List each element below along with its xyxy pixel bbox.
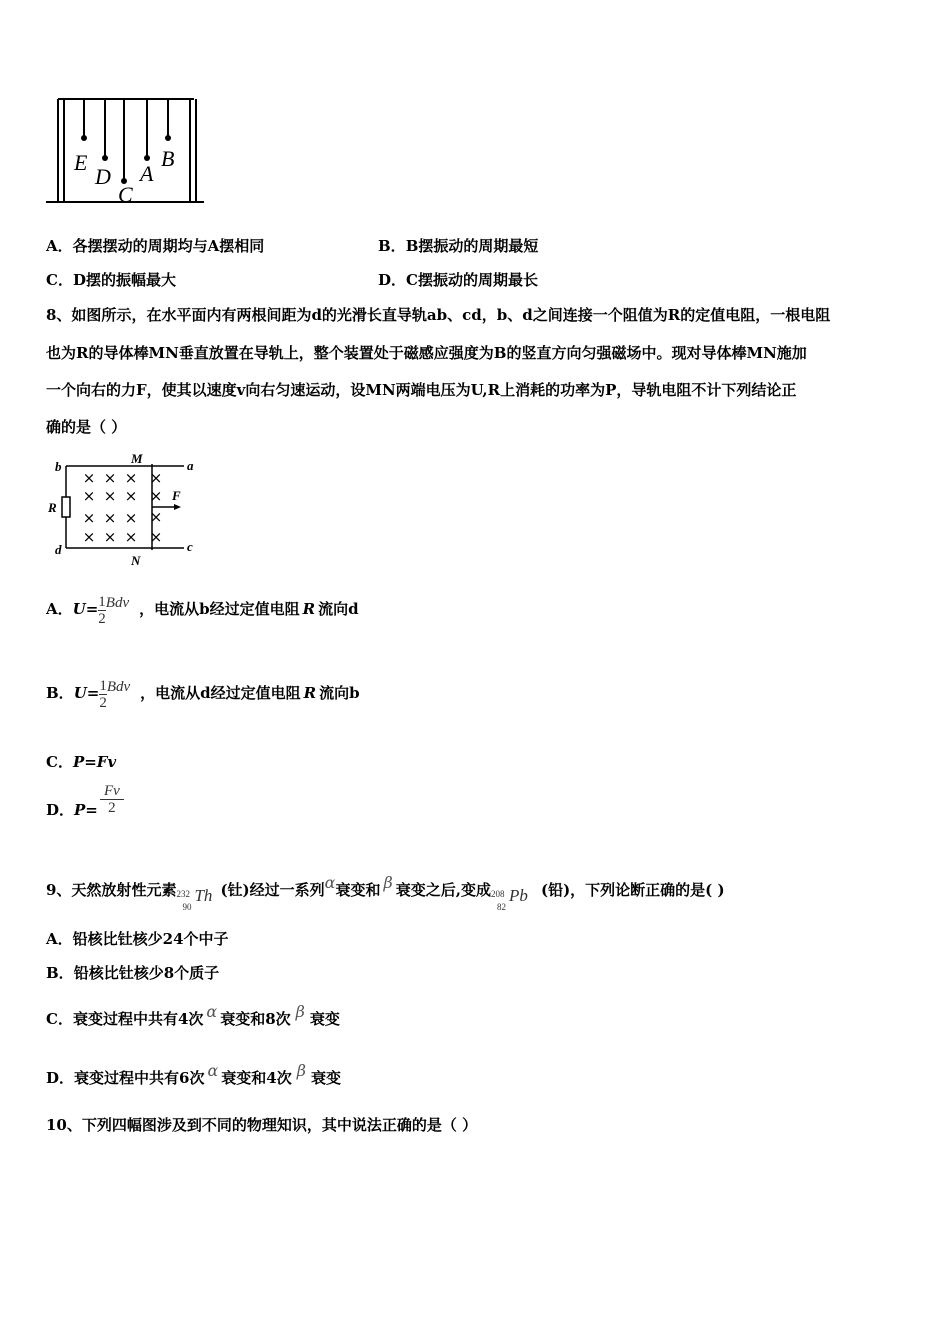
q8-stem-line-1: 8、如图所示，在水平面内有两根间距为d的光滑长直导轨ab、cd，b、d之间连接一个阻值为R的定值电阻，一根电阻	[46, 306, 831, 324]
option-variable: U=	[72, 600, 99, 618]
option-formula: P=Fv	[72, 753, 117, 771]
option-variable: U=	[73, 684, 100, 702]
option-key: A．	[46, 237, 73, 255]
q7-option-a	[46, 236, 264, 256]
option-text: 铅核比钍核少8个质子	[73, 964, 220, 982]
q8-option-c	[46, 752, 116, 772]
option-variable: P=	[74, 801, 98, 819]
q9-option-c: C．衰变过程中共有4次 α 衰变和8次 β 衰变	[46, 1002, 340, 1028]
option-key: D．	[46, 801, 75, 819]
label-B: B	[161, 146, 175, 171]
label-F: F	[172, 488, 181, 503]
svg-text:×: ×	[82, 528, 96, 546]
option-r: R	[303, 684, 317, 702]
half-fraction: $\frac{1}{2}$	[98, 593, 106, 627]
q9-stem: 9、天然放射性元素 232 90 Th (钍)经过一系列α衰变和 β 衰变之后,变成 208 82 Pb (铅)，下列论断正确的是( )	[46, 873, 725, 912]
label-c: c	[187, 539, 193, 554]
svg-text:×: ×	[124, 528, 138, 546]
option-key: A．	[46, 600, 73, 618]
option-text: C摆振动的周期最长	[406, 271, 538, 289]
option-r: R	[302, 600, 316, 618]
label-b: b	[55, 459, 62, 474]
alpha-symbol: α	[207, 1061, 219, 1080]
label-N: N	[131, 553, 141, 568]
svg-text:×: ×	[103, 528, 117, 546]
label-E: E	[74, 150, 88, 175]
option-key: B．	[378, 237, 406, 255]
q7-option-d	[378, 270, 538, 290]
option-tail: 流向d	[318, 600, 359, 618]
q8-stem-line-4: 确的是（ ）	[46, 418, 127, 436]
option-key: C．	[46, 271, 73, 289]
q9-option-b	[46, 963, 219, 983]
option-text: ，电流从d经过定值电阻	[140, 684, 301, 702]
option-key: B．	[46, 964, 74, 982]
q9-option-d: D．衰变过程中共有6次 α 衰变和4次 β 衰变	[46, 1061, 341, 1087]
svg-text:×: ×	[149, 508, 163, 526]
svg-text:×: ×	[149, 469, 163, 487]
q8-option-b	[46, 673, 360, 713]
label-d: d	[55, 542, 62, 557]
option-key: B．	[46, 684, 74, 702]
svg-text:×: ×	[82, 469, 96, 487]
option-text: 铅核比钍核少24个中子	[72, 930, 229, 948]
thorium-nuclide: 232 90 Th	[176, 886, 213, 912]
beta-symbol: β	[296, 1061, 306, 1080]
option-text: ，电流从b经过定值电阻	[139, 600, 300, 618]
q8-stem-line-3: 一个向右的力F，使其以速度v向右匀速运动，设MN两端电压为U,R上消耗的功率为P，导轨电阻不计下列结论正	[46, 381, 797, 399]
option-key: A．	[46, 930, 73, 948]
alpha-symbol: α	[324, 873, 336, 892]
label-M: M	[131, 451, 143, 466]
q8-stem-line-2: 也为R的导体棒MN垂直放置在导轨上，整个装置处于磁感应强度为B的竖直方向匀强磁场中。现对导体棒MN施加	[46, 344, 807, 362]
label-D: D	[95, 164, 111, 189]
pendulum-figure	[44, 96, 210, 208]
option-key: C．	[46, 753, 73, 771]
svg-text:×: ×	[149, 528, 163, 546]
q8-option-d	[46, 782, 124, 830]
svg-text:×: ×	[103, 509, 117, 527]
svg-text:×: ×	[149, 487, 163, 505]
svg-text:×: ×	[82, 509, 96, 527]
alpha-symbol: α	[206, 1002, 218, 1021]
svg-text:×: ×	[82, 487, 96, 505]
option-key: D．	[46, 1069, 75, 1087]
rail-circuit-figure	[44, 450, 210, 572]
option-tail: 流向b	[319, 684, 360, 702]
beta-symbol: β	[295, 1002, 305, 1021]
q8-option-a	[46, 589, 359, 629]
label-A: A	[140, 161, 154, 186]
q7-option-c	[46, 270, 176, 290]
svg-text:×: ×	[124, 487, 138, 505]
lead-nuclide: 208 82 Pb	[490, 886, 528, 912]
option-text: 各摆摆动的周期均与A摆相同	[72, 237, 265, 255]
half-fraction: $\frac{1}{2}$	[99, 677, 107, 711]
svg-text:×: ×	[124, 469, 138, 487]
option-expression: Bdv	[105, 595, 130, 611]
label-R: R	[48, 500, 57, 515]
beta-symbol: β	[383, 873, 393, 892]
option-text: B摆振动的周期最短	[405, 237, 539, 255]
q10-stem: 10、下列四幅图涉及到不同的物理知识，其中说法正确的是（ ）	[46, 1116, 478, 1134]
option-key: D．	[378, 271, 407, 289]
svg-text:×: ×	[103, 487, 117, 505]
svg-text:×: ×	[103, 469, 117, 487]
q9-option-a	[46, 929, 229, 949]
option-text: D摆的振幅最大	[72, 271, 176, 289]
svg-text:×: ×	[124, 509, 138, 527]
label-a: a	[187, 458, 194, 473]
fv-fraction: $\frac{Fv}{2}$	[100, 783, 124, 816]
q7-option-b	[378, 236, 538, 256]
label-C: C	[118, 182, 133, 207]
option-expression: Bdv	[106, 679, 131, 695]
option-key: C．	[46, 1010, 73, 1028]
